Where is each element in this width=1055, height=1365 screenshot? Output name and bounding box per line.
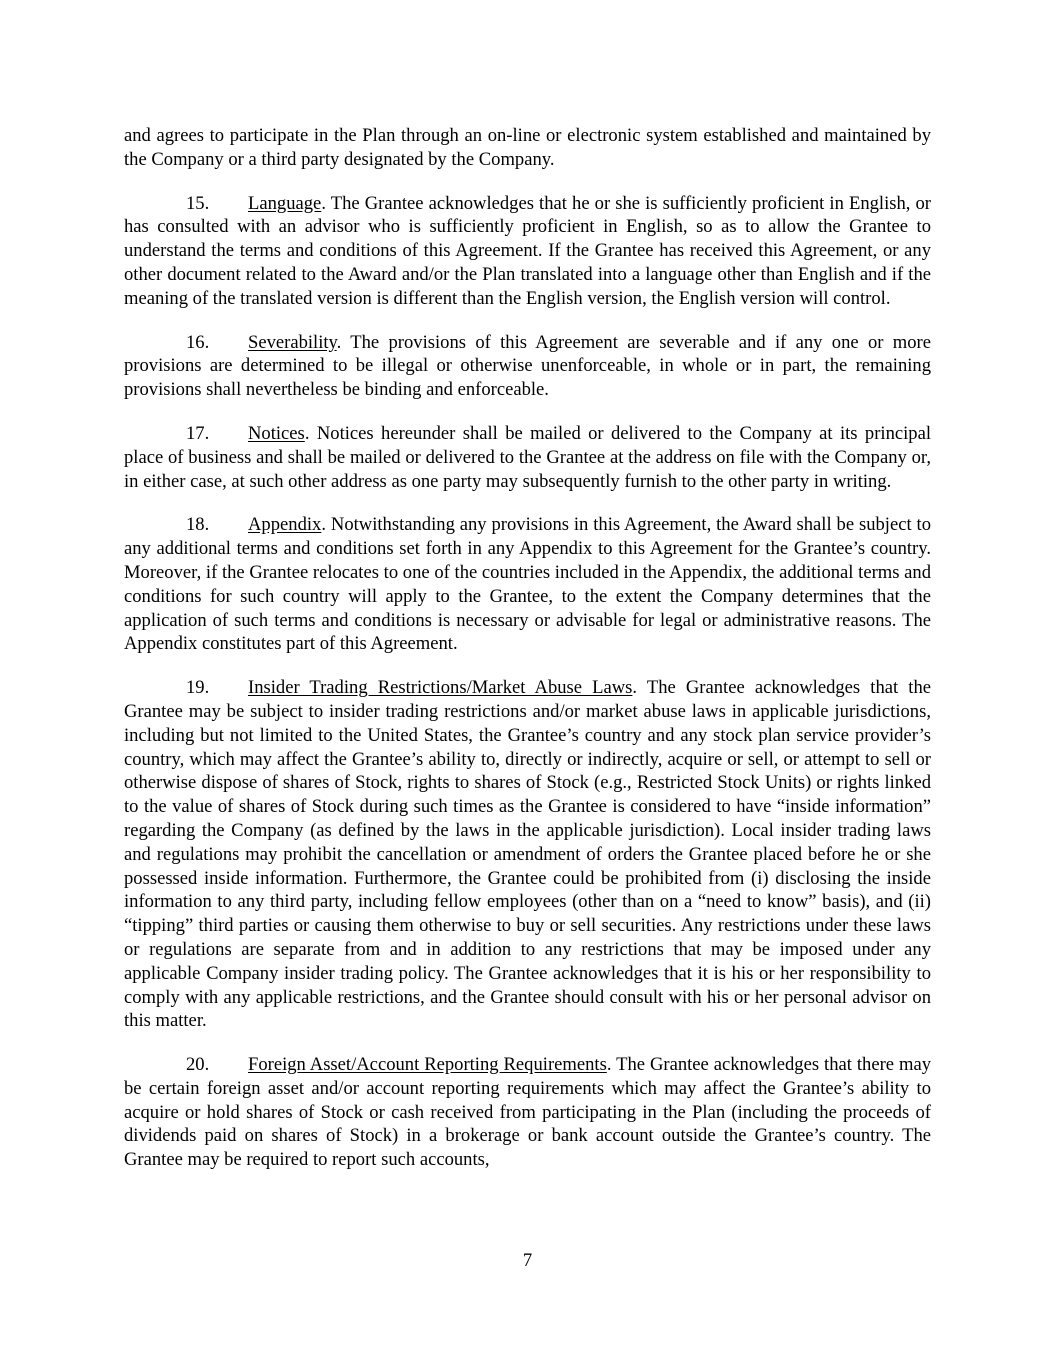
section-number: 19. [186, 677, 210, 699]
section-16: 16. Severability. The provisions of this Agreement are severable and if any one or more provisions are determined to be illegal or otherwise unenforceable, in whole or in part, the remaining provisions shall nevertheless be binding and enforceable. [124, 331, 931, 401]
section-body: The Grantee acknowledges that the Grantee may be subject to insider trading restrictions and/or market abuse laws in applicable jurisdictions, including but not limited to the United States, the Grantee’s country and any stock plan service provider’s country, which may affect the Grantee’s ability to, directly or indirectly, acquire or sell, or attempt to sell or otherwise dispose of shares of Stock, rights to shares of Stock (e.g., Restricted Stock Units) or rights linked to the value of shares of Stock during such times as the Grantee is considered to have “inside information” regarding the Company (as defined by the laws in the applicable jurisdiction). Local insider trading laws and regulations may prohibit the cancellation or amendment of orders the Grantee placed before he or she possessed inside information. Furthermore, the Grantee could be prohibited from (i) disclosing the inside information to any third party, including fellow employees (other than on a “need to know” basis), and (ii) “tipping” third parties or causing them otherwise to buy or sell securities. Any restrictions under these laws or regulations are separate from and in addition to any restrictions that may be imposed under any applicable Company insider trading policy. The Grantee acknowledges that it is his or her responsibility to comply with any applicable restrictions, and the Grantee should consult with his or her personal advisor on this matter. [124, 677, 931, 1032]
section-number: 18. [186, 514, 210, 536]
section-heading: Notices [248, 422, 305, 444]
section-body: The Grantee acknowledges that he or she is sufficiently proficient in English, or has consulted with an advisor who is sufficiently proficient in English, so as to allow the Grantee to understand the terms and conditions of this Agreement. If the Grantee has received this Agreement, or any other document related to the Award and/or the Plan translated into a language other than English and if the meaning of the translated version is different than the English version, the English version will control. [124, 192, 931, 309]
section-body: Notices hereunder shall be mailed or delivered to the Company at its principal place of business and shall be mailed or delivered to the Grantee at the address on file with the Company or, in either case, at such other address as one party may subsequently furnish to the other party in writing. [124, 422, 932, 492]
section-body: Notwithstanding any provisions in this Agreement, the Award shall be subject to any additional terms and conditions set forth in any Appendix to this Agreement for the Grantee’s country. Moreover, if the Grantee relocates to one of the countries included in the Appendix, the additional terms and conditions for such country will apply to the Grantee, to the extent the Company determines that the application of such terms and conditions is necessary or advisable for legal or administrative reasons. The Appendix constitutes part of this Agreement. [124, 514, 932, 655]
section-body: The Grantee acknowledges that there may be certain foreign asset and/or account reporting requirements which may affect the Grantee’s ability to acquire or hold shares of Stock or cash received from participating in the Plan (including the proceeds of dividends paid on shares of Stock) in a brokerage or bank account outside the Grantee’s country. The Grantee may be required to report such accounts, [124, 1054, 932, 1171]
section-body: The provisions of this Agreement are severable and if any one or more provisions are determined to be illegal or otherwise unenforceable, in whole or in part, the remaining provisions shall nevertheless be binding and enforceable. [124, 331, 931, 401]
section-heading: Foreign Asset/Account Reporting Requirements [248, 1054, 607, 1076]
section-heading: Insider Trading Restrictions/Market Abuse Laws [248, 677, 633, 699]
section-15: 15. Language. The Grantee acknowledges that he or she is sufficiently proficient in English, or has consulted with an advisor who is sufficiently proficient in English, so as to allow the Grantee to understand the terms and conditions of this Agreement. If the Grantee has received this Agreement, or any other document related to the Award and/or the Plan translated into a language other than English and if the meaning of the translated version is different than the English version, the English version will control. [124, 192, 931, 309]
section-number: 20. [186, 1054, 210, 1076]
section-heading: Appendix [248, 514, 322, 536]
section-18: 18. Appendix. Notwithstanding any provisions in this Agreement, the Award shall be subject to any additional terms and conditions set forth in any Appendix to this Agreement for the Grantee’s country. Moreover, if the Grantee relocates to one of the countries included in the Appendix, the additional terms and conditions for such country will apply to the Grantee, to the extent the Company determines that the application of such terms and conditions is necessary or advisable for legal or administrative reasons. The Appendix constitutes part of this Agreement. [124, 514, 932, 655]
section-heading: Severability [248, 331, 337, 353]
document-page [124, 124, 931, 1192]
page-number: 7 [522, 1250, 533, 1271]
section-20: 20. Foreign Asset/Account Reporting Requirements. The Grantee acknowledges that there may be certain foreign asset and/or account reporting requirements which may affect the Grantee’s ability to acquire or hold shares of Stock or cash received from participating in the Plan (including the proceeds of dividends paid on shares of Stock) in a brokerage or bank account outside the Grantee’s country. The Grantee may be required to report such accounts, [124, 1054, 932, 1171]
section-19: 19. Insider Trading Restrictions/Market Abuse Laws. The Grantee acknowledges that the Grantee may be subject to insider trading restrictions and/or market abuse laws in applicable jurisdictions, including but not limited to the United States, the Grantee’s country and any stock plan service provider’s country, which may affect the Grantee’s ability to, directly or indirectly, acquire or sell, or attempt to sell or otherwise dispose of shares of Stock, rights to shares of Stock (e.g., Restricted Stock Units) or rights linked to the value of shares of Stock during such times as the Grantee is considered to have “inside information” regarding the Company (as defined by the laws in the applicable jurisdiction). Local insider trading laws and regulations may prohibit the cancellation or amendment of orders the Grantee placed before he or she possessed inside information. Furthermore, the Grantee could be prohibited from (i) disclosing the inside information to any third party, including fellow employees (other than on a “need to know” basis), and (ii) “tipping” third parties or causing them otherwise to buy or sell securities. Any restrictions under these laws or regulations are separate from and in addition to any restrictions that may be imposed under any applicable Company insider trading policy. The Grantee acknowledges that it is his or her responsibility to comply with any applicable restrictions, and the Grantee should consult with his or her personal advisor on this matter. [124, 677, 931, 1032]
intro-paragraph: and agrees to participate in the Plan through an on-line or electronic system established and maintained by the Company or a third party designated by the Company. [124, 125, 931, 170]
section-number: 17. [186, 422, 210, 444]
section-17: 17. Notices. Notices hereunder shall be mailed or delivered to the Company at its principal place of business and shall be mailed or delivered to the Grantee at the address on file with the Company or, in either case, at such other address as one party may subsequently furnish to the other party in writing. [124, 422, 932, 492]
section-number: 15. [186, 192, 210, 214]
section-heading: Language [248, 192, 322, 214]
section-number: 16. [186, 331, 210, 353]
